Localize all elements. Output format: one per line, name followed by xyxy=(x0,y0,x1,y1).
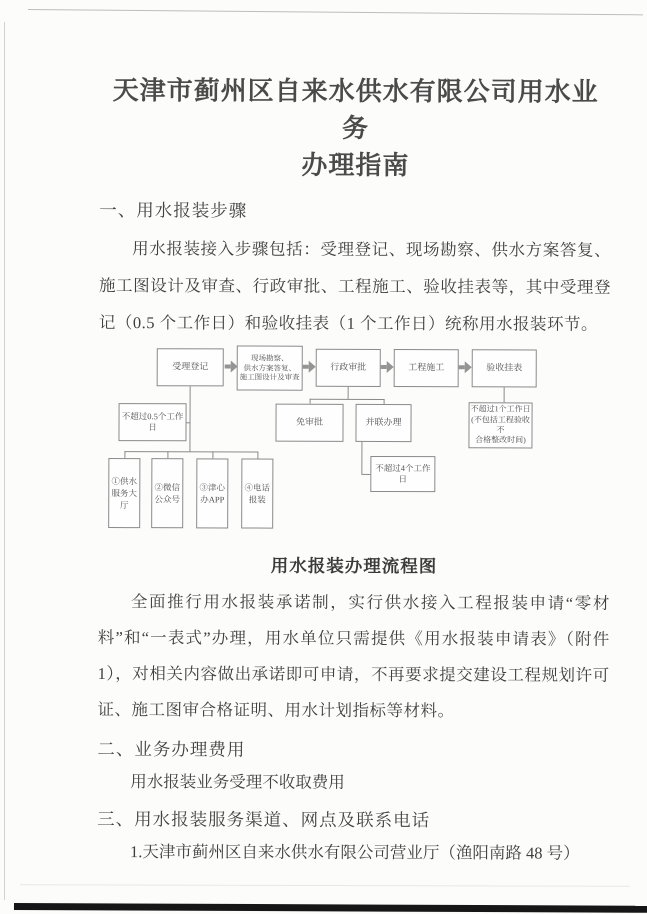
section-1-paragraph: 用水报装接入步骤包括：受理登记、现场勘察、供水方案答复、施工图设计及审查、行政审批、工程施工、验收挂表等，其中受理登记（0.5 个工作日）和验收挂表（1 个工作日）统称用水报装环节。 xyxy=(98,239,612,334)
one-workday-line-3: 合格整改时间) xyxy=(475,435,526,445)
connector-meter-down xyxy=(504,387,505,402)
title-line-2: 办理指南 xyxy=(301,150,410,181)
connector-parallel-down xyxy=(361,442,362,474)
scan-noise-line xyxy=(20,884,630,887)
flow-branch-exempt-approval: 免审批 xyxy=(275,404,343,442)
flow-node-survey-plan-design xyxy=(237,345,303,390)
section-2-paragraph: 用水报装业务受理不收取费用 xyxy=(130,772,345,792)
flow-node-acceptance-meter: 验收挂表 xyxy=(472,349,537,387)
connector-approval-branch xyxy=(310,399,385,400)
flow-channel-phone: ④电话报装 xyxy=(241,458,273,528)
connector-approval-down xyxy=(348,387,349,399)
flowchart xyxy=(0,343,646,550)
section-3-heading: 三、用水报装服务渠道、网点及联系电话 xyxy=(97,808,431,831)
promise-paragraph: 全面推行用水报装承诺制，实行供水接入工程报装申请“零材料”和“一表式”办理，用水单位只需提供《用水报装申请表》（附件 1），对相关内容做出承诺即可申请，不再要求提交建设工程规划许可证、施工图审合格证明、用水计划指标等材料。 xyxy=(97,592,610,721)
one-workday-line-1: 不超过1个工作日 xyxy=(470,404,531,414)
flow-channel-wechat: ②微信公众号 xyxy=(151,458,183,528)
survey-line-2: 供水方案答复、 xyxy=(243,363,296,373)
flow-arrow-right-icon xyxy=(303,361,316,373)
flow-note-half-workday: 不超过0.5个工作日 xyxy=(118,403,186,441)
survey-line-3: 施工图设计及审查 xyxy=(239,372,300,383)
connector-fourday-stub xyxy=(361,474,370,475)
flow-channel-jinxinban-app: ③津心办APP xyxy=(196,458,228,528)
flow-node-admin-approval: 行政审批 xyxy=(316,349,381,387)
section-3-paragraph: 1.天津市蓟州区自来水供水有限公司营业厅（渔阳南路 48 号） xyxy=(129,842,580,863)
connector-channel-4-stub xyxy=(257,452,258,459)
document xyxy=(97,0,612,869)
connector-channel-3-stub xyxy=(212,451,213,458)
connector-channel-1-stub xyxy=(124,451,125,458)
flow-channel-service-hall: ①供水服务大厅 xyxy=(108,458,140,528)
flow-node-construction: 工程施工 xyxy=(394,349,459,387)
flowchart-caption: 用水报装办理流程图 xyxy=(270,555,438,577)
survey-line-1: 现场勘察、 xyxy=(250,353,289,363)
flow-node-accept-registration: 受理登记 xyxy=(157,348,224,386)
flow-arrow-right-icon xyxy=(381,361,394,373)
section-2-heading: 二、业务办理费用 xyxy=(97,738,246,760)
flow-branch-parallel-processing: 并联办理 xyxy=(355,404,411,442)
document-title xyxy=(99,72,611,185)
title-line-1: 天津市蓟州区自来水供水有限公司用水业务 xyxy=(112,76,599,143)
connector-channels-branch xyxy=(124,451,258,452)
connector-halfday-stub xyxy=(187,422,191,423)
one-workday-line-2: (不包括工程验收不 xyxy=(471,414,530,435)
section-1-heading: 一、用水报装步骤 xyxy=(99,199,248,221)
flow-note-four-workdays: 不超过4个工作日 xyxy=(370,456,435,492)
flow-note-one-workday xyxy=(468,402,532,448)
flow-arrow-right-icon xyxy=(225,360,238,372)
connector-accept-down xyxy=(189,386,190,451)
scan-bottom-edge-strip xyxy=(14,903,647,913)
flow-arrow-right-icon xyxy=(459,361,472,373)
connector-channel-2-stub xyxy=(167,451,168,458)
